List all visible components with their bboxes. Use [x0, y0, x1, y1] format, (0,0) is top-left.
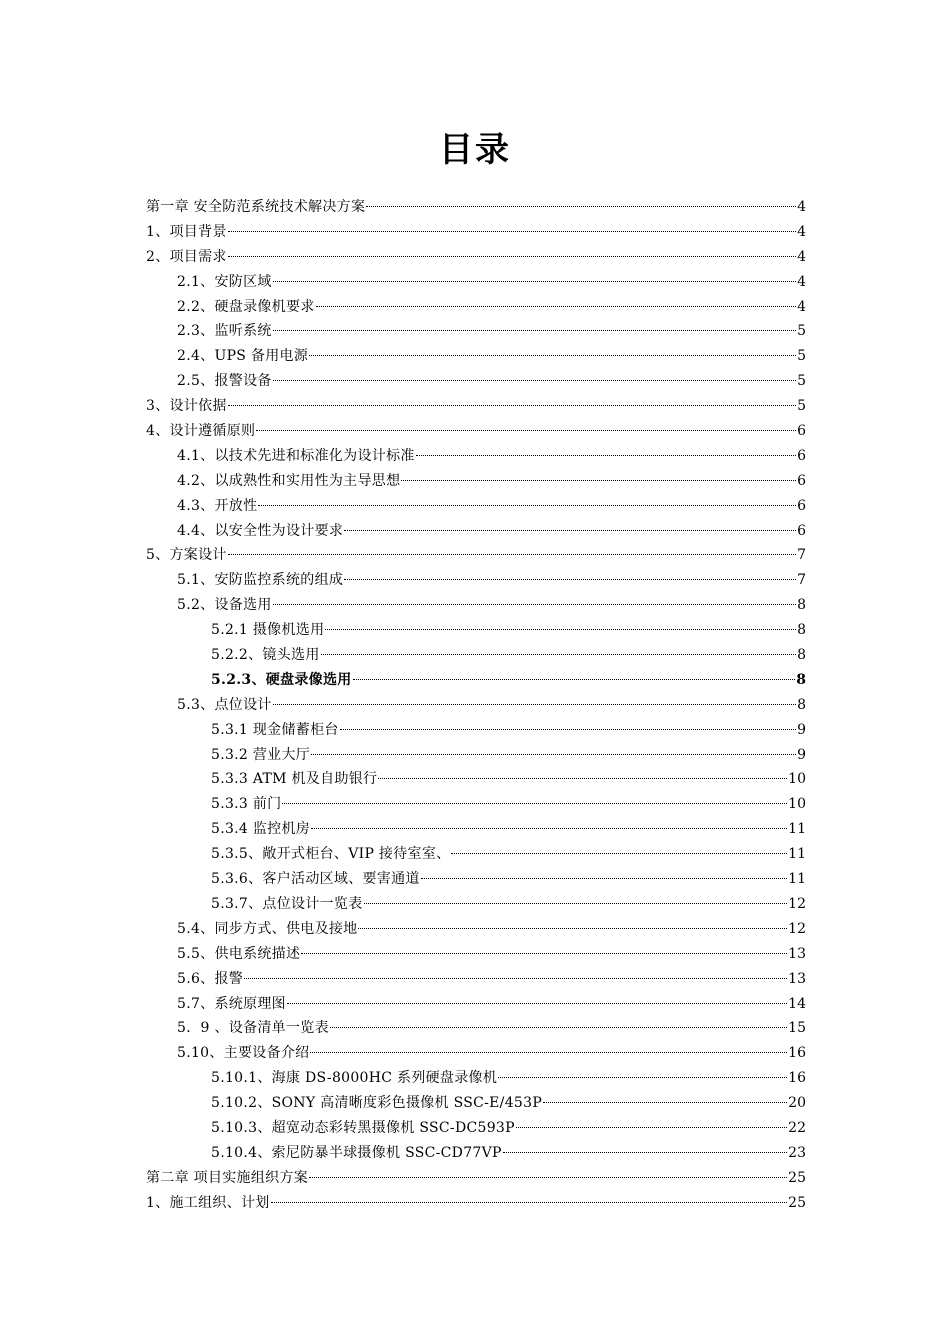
toc-entry[interactable] [146, 942, 806, 967]
toc-entry[interactable] [146, 1141, 806, 1166]
toc-entry-text: 5.3.1 现金储蓄柜台 [211, 721, 339, 738]
toc-entry[interactable] [146, 295, 806, 320]
toc-page-number: 6 [797, 472, 806, 489]
toc-entry[interactable] [146, 419, 806, 444]
toc-entry-text: 5.2、设备选用 [177, 597, 272, 614]
toc-page-number: 25 [788, 1194, 806, 1211]
toc-dot-leader [256, 430, 796, 431]
toc-page-number: 6 [797, 522, 806, 539]
toc-entry[interactable] [146, 917, 806, 942]
toc-dot-leader [498, 1077, 787, 1078]
toc-dot-leader [228, 256, 796, 257]
toc-entry-text: 5.3、点位设计 [177, 696, 272, 713]
toc-entry[interactable] [146, 543, 806, 568]
toc-entry[interactable] [146, 892, 806, 917]
toc-entry-text: 2.5、报警设备 [177, 373, 272, 390]
toc-entry[interactable] [146, 718, 806, 743]
toc-page-number: 4 [797, 248, 806, 265]
toc-page-number: 7 [797, 547, 806, 564]
toc-entry-text: 5.2.2、镜头选用 [211, 647, 320, 664]
toc-page-number: 10 [788, 771, 806, 788]
toc-dot-leader [358, 928, 787, 929]
toc-entry-text: 5.10、主要设备介绍 [177, 1045, 310, 1062]
toc-entry[interactable] [146, 792, 806, 817]
toc-entry-text: 5.5、供电系统描述 [177, 945, 301, 962]
toc-entry[interactable] [146, 1066, 806, 1091]
toc-page-number: 12 [788, 920, 806, 937]
toc-dot-leader [543, 1102, 787, 1103]
toc-dot-leader [273, 281, 796, 282]
toc-page-number: 8 [796, 671, 806, 688]
toc-entry-text: 第二章 项目实施组织方案 [146, 1169, 309, 1186]
toc-dot-leader [321, 654, 796, 655]
toc-entry-text: 5.3.4 监控机房 [211, 821, 311, 838]
toc-page-number: 11 [788, 821, 806, 838]
toc-page-number: 4 [797, 273, 806, 290]
toc-page-number: 10 [788, 796, 806, 813]
toc-dot-leader [421, 878, 787, 879]
toc-dot-leader [228, 231, 796, 232]
toc-entry[interactable] [146, 992, 806, 1017]
toc-dot-leader [271, 1202, 788, 1203]
toc-entry[interactable] [146, 394, 806, 419]
toc-entry-text: 2.1、安防区域 [177, 273, 272, 290]
toc-entry-text: 5．9 、设备清单一览表 [177, 1020, 329, 1037]
toc-entry-text: 5.3.5、敞开式柜台、VIP 接待室室、 [211, 846, 451, 863]
toc-page-number: 9 [797, 721, 806, 738]
toc-entry[interactable] [146, 842, 806, 867]
toc-dot-leader [330, 1027, 787, 1028]
toc-entry-text: 5.7、系统原理图 [177, 995, 286, 1012]
toc-page-number: 8 [797, 597, 806, 614]
toc-page-number: 13 [788, 945, 806, 962]
toc-entry[interactable] [146, 195, 806, 220]
toc-entry[interactable] [146, 270, 806, 295]
toc-entry[interactable] [146, 344, 806, 369]
toc-entry-text: 5.1、安防监控系统的组成 [177, 572, 344, 589]
toc-entry[interactable] [146, 967, 806, 992]
toc-entry-text: 2.2、硬盘录像机要求 [177, 298, 315, 315]
toc-dot-leader [416, 455, 796, 456]
toc-dot-leader [378, 778, 787, 779]
toc-entry-text: 5.10.2、SONY 高清晰度彩色摄像机 SSC-E/453P [211, 1095, 543, 1112]
toc-dot-leader [273, 380, 796, 381]
toc-entry-text: 5.3.2 营业大厅 [211, 746, 311, 763]
toc-entry[interactable] [146, 494, 806, 519]
toc-entry[interactable] [146, 568, 806, 593]
toc-dot-leader [503, 1152, 787, 1153]
toc-entry-text: 5.10.3、超宽动态彩转黑摄像机 SSC-DC593P [211, 1119, 515, 1136]
toc-dot-leader [244, 978, 787, 979]
toc-page-number: 13 [788, 970, 806, 987]
toc-entry[interactable] [146, 693, 806, 718]
toc-page-number: 5 [797, 348, 806, 365]
toc-dot-leader [301, 953, 787, 954]
toc-entry-text: 5.6、报警 [177, 970, 244, 987]
toc-entry[interactable] [146, 668, 806, 693]
toc-page-number: 5 [797, 323, 806, 340]
toc-page-number: 6 [797, 423, 806, 440]
toc-entry[interactable] [146, 1116, 806, 1141]
toc-entry-text: 第一章 安全防范系统技术解决方案 [146, 199, 366, 215]
toc-dot-leader [340, 729, 796, 730]
toc-dot-leader [311, 754, 796, 755]
toc-dot-leader [228, 554, 796, 555]
toc-entry[interactable] [146, 867, 806, 892]
toc-entry-text: 5、方案设计 [146, 547, 227, 564]
toc-entry[interactable] [146, 817, 806, 842]
toc-entry[interactable] [146, 1191, 806, 1216]
toc-dot-leader [325, 629, 796, 630]
toc-entry[interactable] [146, 319, 806, 344]
toc-dot-leader [258, 505, 796, 506]
toc-entry-text: 5.3.3 ATM 机及自助银行 [211, 771, 378, 788]
toc-entry-text: 4、设计遵循原则 [146, 423, 256, 440]
toc-entry-text: 5.4、同步方式、供电及接地 [177, 920, 358, 937]
toc-dot-leader [451, 853, 787, 854]
toc-entry-text: 5.10.1、海康 DS-8000HC 系列硬盘录像机 [211, 1070, 498, 1087]
toc-entry-text: 5.3.7、点位设计一览表 [211, 895, 363, 912]
toc-entry[interactable] [146, 1016, 806, 1041]
toc-page-number: 8 [797, 647, 806, 664]
toc-page-number: 4 [797, 298, 806, 315]
toc-entry-text: 1、项目背景 [146, 223, 227, 240]
toc-page-number: 11 [788, 871, 806, 888]
toc-entry-text: 1、施工组织、计划 [146, 1194, 270, 1211]
toc-page-number: 11 [788, 846, 806, 863]
toc-dot-leader [401, 480, 796, 481]
toc-entry-text: 2、项目需求 [146, 248, 227, 265]
toc-entry[interactable] [146, 220, 806, 245]
toc-entry-text: 5.2.1 摄像机选用 [211, 622, 325, 639]
toc-entry-text: 4.3、开放性 [177, 497, 258, 514]
toc-entry[interactable] [146, 469, 806, 494]
toc-dot-leader [287, 1003, 787, 1004]
toc-dot-leader [316, 306, 797, 307]
toc-dot-leader [311, 828, 787, 829]
toc-page-number: 16 [788, 1045, 806, 1062]
table-of-contents [146, 195, 806, 1216]
toc-entry-text: 5.3.3 前门 [211, 796, 282, 813]
toc-page-number: 23 [788, 1144, 806, 1161]
toc-page-number: 6 [797, 497, 806, 514]
toc-entry[interactable] [146, 1091, 806, 1116]
toc-page-number: 15 [788, 1020, 806, 1037]
toc-entry[interactable] [146, 743, 806, 768]
toc-dot-leader [366, 206, 796, 207]
toc-title: 目录 [439, 130, 511, 170]
toc-dot-leader [516, 1127, 787, 1128]
toc-page-number: 4 [797, 199, 806, 215]
toc-entry-text: 5.3.6、客户活动区域、要害通道 [211, 871, 420, 888]
toc-entry[interactable] [146, 245, 806, 270]
toc-page-number: 12 [788, 895, 806, 912]
toc-entry[interactable] [146, 369, 806, 394]
toc-entry-text: 2.4、UPS 备用电源 [177, 348, 309, 365]
toc-entry-text: 5.2.3、硬盘录像选用 [211, 671, 352, 688]
toc-page-number: 4 [797, 223, 806, 240]
toc-dot-leader [353, 679, 796, 680]
toc-page-number: 8 [797, 622, 806, 639]
toc-entry[interactable] [146, 1041, 806, 1066]
toc-dot-leader [344, 579, 796, 580]
toc-page-number: 5 [797, 398, 806, 415]
toc-dot-leader [344, 530, 796, 531]
toc-page-number: 6 [797, 447, 806, 464]
toc-entry[interactable] [146, 593, 806, 618]
toc-entry[interactable] [146, 444, 806, 469]
toc-dot-leader [273, 604, 796, 605]
toc-page-number: 8 [797, 696, 806, 713]
toc-dot-leader [309, 355, 796, 356]
toc-dot-leader [364, 903, 788, 904]
toc-page-number: 5 [797, 373, 806, 390]
toc-page-number: 22 [788, 1119, 806, 1136]
toc-entry[interactable] [146, 618, 806, 643]
toc-entry-text: 4.1、以技术先进和标准化为设计标准 [177, 447, 415, 464]
toc-entry-text: 3、设计依据 [146, 398, 227, 415]
toc-entry-text: 4.2、以成熟性和实用性为主导思想 [177, 472, 401, 489]
toc-dot-leader [273, 330, 796, 331]
toc-page-number: 9 [797, 746, 806, 763]
toc-entry-text: 4.4、以安全性为设计要求 [177, 522, 344, 539]
toc-entry-text: 5.10.4、索尼防暴半球摄像机 SSC-CD77VP [211, 1144, 502, 1161]
toc-dot-leader [228, 405, 796, 406]
toc-dot-leader [309, 1177, 787, 1178]
toc-page-number: 25 [788, 1169, 806, 1186]
toc-dot-leader [282, 803, 787, 804]
toc-page-number: 16 [788, 1070, 806, 1087]
toc-page-number: 20 [788, 1095, 806, 1112]
toc-dot-leader [310, 1052, 787, 1053]
toc-page-number: 7 [797, 572, 806, 589]
toc-page-number: 14 [788, 995, 806, 1012]
toc-entry-text: 2.3、监听系统 [177, 323, 272, 340]
toc-entry[interactable] [146, 767, 806, 792]
toc-entry[interactable] [146, 643, 806, 668]
toc-entry[interactable] [146, 1166, 806, 1191]
toc-entry[interactable] [146, 519, 806, 544]
toc-dot-leader [273, 704, 796, 705]
